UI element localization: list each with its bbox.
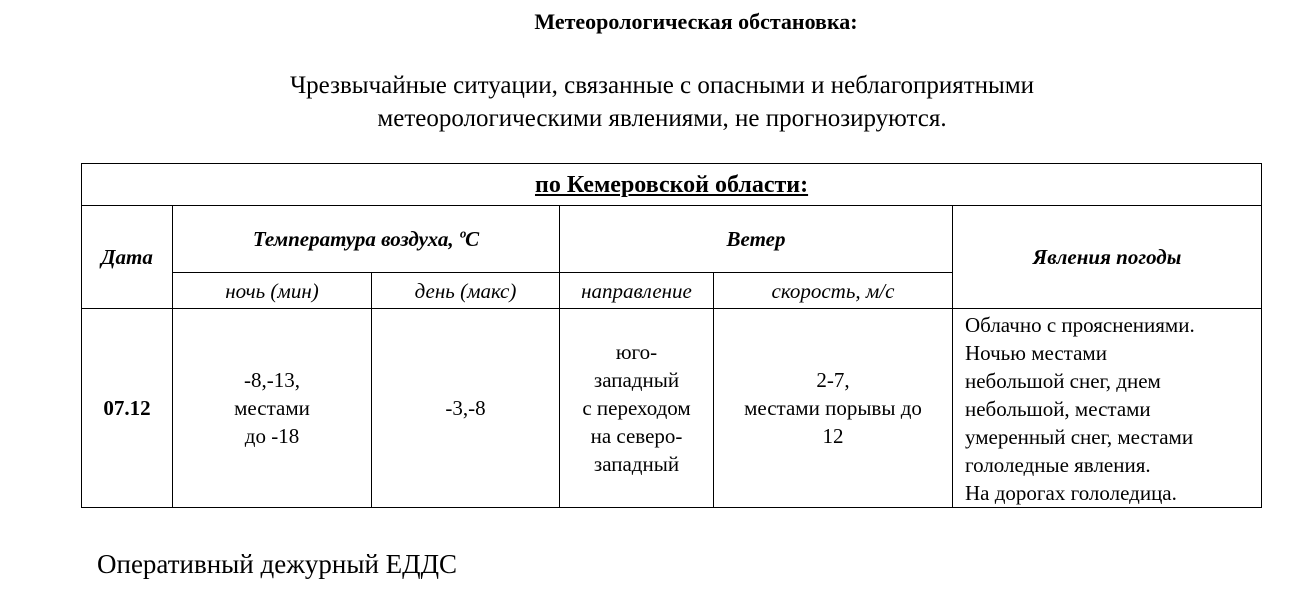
wind-direction-line: юго- <box>615 340 658 364</box>
wind-header: Ветер <box>560 206 953 273</box>
wind-speed-line: 12 <box>822 424 844 448</box>
phenomena-line: гололедные явления. <box>965 453 1151 477</box>
temperature-header: Температура воздуха, ºС <box>173 206 560 273</box>
night-temp-cell <box>173 309 372 508</box>
wind-speed-cell <box>714 309 953 508</box>
weather-table <box>81 163 1262 508</box>
region-header: по Кемеровской области: <box>82 164 1262 206</box>
date-header: Дата <box>82 206 173 309</box>
wind-speed-line: 2-7, <box>816 368 850 392</box>
wind-speed-line: местами порывы до <box>744 396 922 420</box>
phenomena-line: Ночью местами <box>965 341 1107 365</box>
notice-line: метеорологическими явлениями, не прогнозируются. <box>377 105 947 132</box>
wind-direction-line: западный <box>593 452 680 476</box>
day-header: день (макс) <box>372 273 560 309</box>
phenomena-line: На дорогах гололедица. <box>965 481 1177 505</box>
wind-direction-line: с переходом <box>582 396 691 420</box>
phenomena-line: умеренный снег, местами <box>965 425 1194 449</box>
day-temp-cell: -3,-8 <box>372 309 560 508</box>
phenomena-line: небольшой, местами <box>965 397 1151 421</box>
night-temp-line: до -18 <box>244 424 300 448</box>
table-row <box>82 309 1262 508</box>
page-title: Метеорологическая обстановка: <box>534 9 858 34</box>
wind-direction-cell <box>560 309 714 508</box>
notice-text <box>0 69 1299 135</box>
notice-line: Чрезвычайные ситуации, связанные с опасными и неблагоприятными <box>289 72 1035 99</box>
phenomena-line: Облачно с прояснениями. <box>965 313 1195 337</box>
speed-header: скорость, м/с <box>714 273 953 309</box>
phenomena-header: Явления погоды <box>953 206 1262 309</box>
night-temp-line: местами <box>234 396 310 420</box>
wind-direction-line: на северо- <box>590 424 683 448</box>
footer-signature: Оперативный дежурный ЕДДС <box>97 549 458 579</box>
phenomena-cell <box>953 309 1262 508</box>
date-cell: 07.12 <box>82 309 173 508</box>
wind-direction-line: западный <box>593 368 680 392</box>
phenomena-line: небольшой снег, днем <box>965 369 1161 393</box>
night-header: ночь (мин) <box>173 273 372 309</box>
direction-header: направление <box>560 273 714 309</box>
night-temp-line: -8,-13, <box>244 368 300 392</box>
